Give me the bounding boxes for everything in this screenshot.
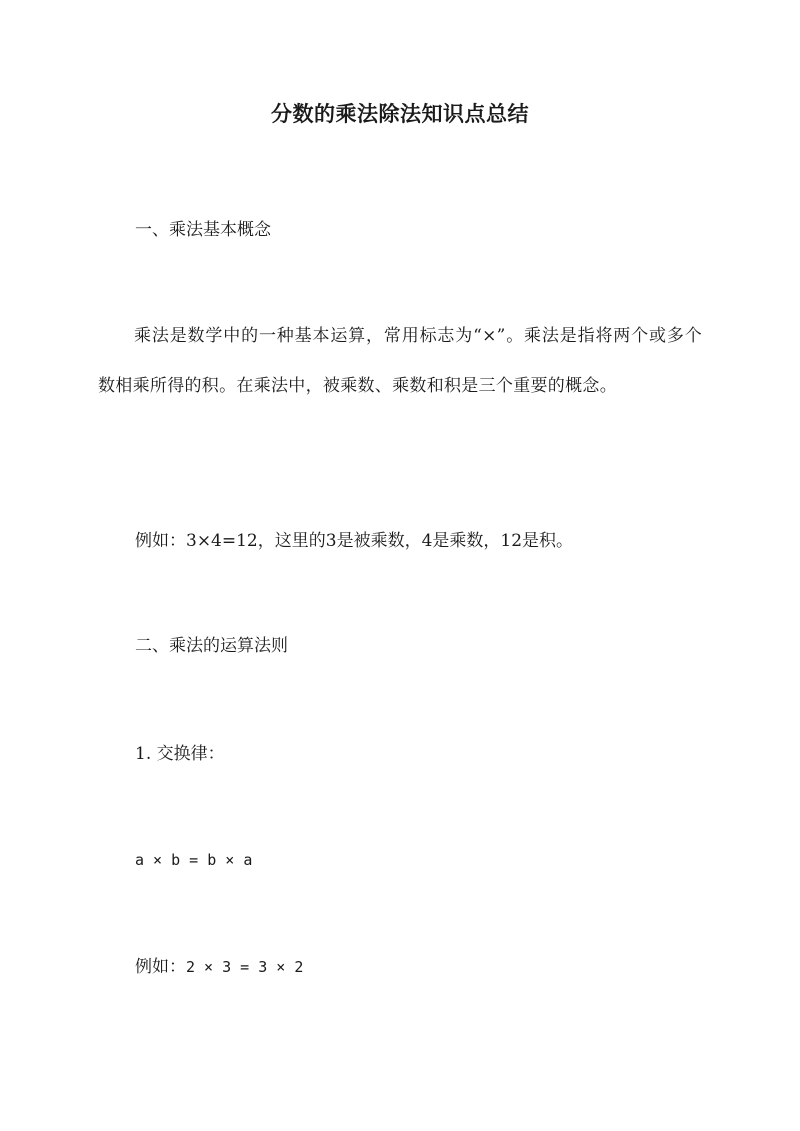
document-title: 分数的乘法除法知识点总结 xyxy=(271,101,529,126)
example-multiplication-terms: 例如：3×4=12，这里的3是被乘数，4是乘数，12是积。 xyxy=(135,531,574,551)
section-heading-multiplication-rules: 二、乘法的运算法则 xyxy=(135,636,288,656)
example-prefix: 例如： xyxy=(135,957,186,977)
rule-commutative-label: 1. 交换律： xyxy=(135,744,225,764)
paragraph-multiplication-definition: 乘法是数学中的一种基本运算，常用标志为“×”。乘法是指将两个或多个数相乘所得的积。在乘法中，被乘数、乘数和积是三个重要的概念。 xyxy=(98,326,702,396)
rule-commutative-formula: a × b = b × a xyxy=(135,851,253,869)
rule-commutative-example xyxy=(135,953,303,981)
example-formula: 2 × 3 = 3 × 2 xyxy=(186,958,304,976)
section-heading-multiplication-concept: 一、乘法基本概念 xyxy=(135,220,271,240)
